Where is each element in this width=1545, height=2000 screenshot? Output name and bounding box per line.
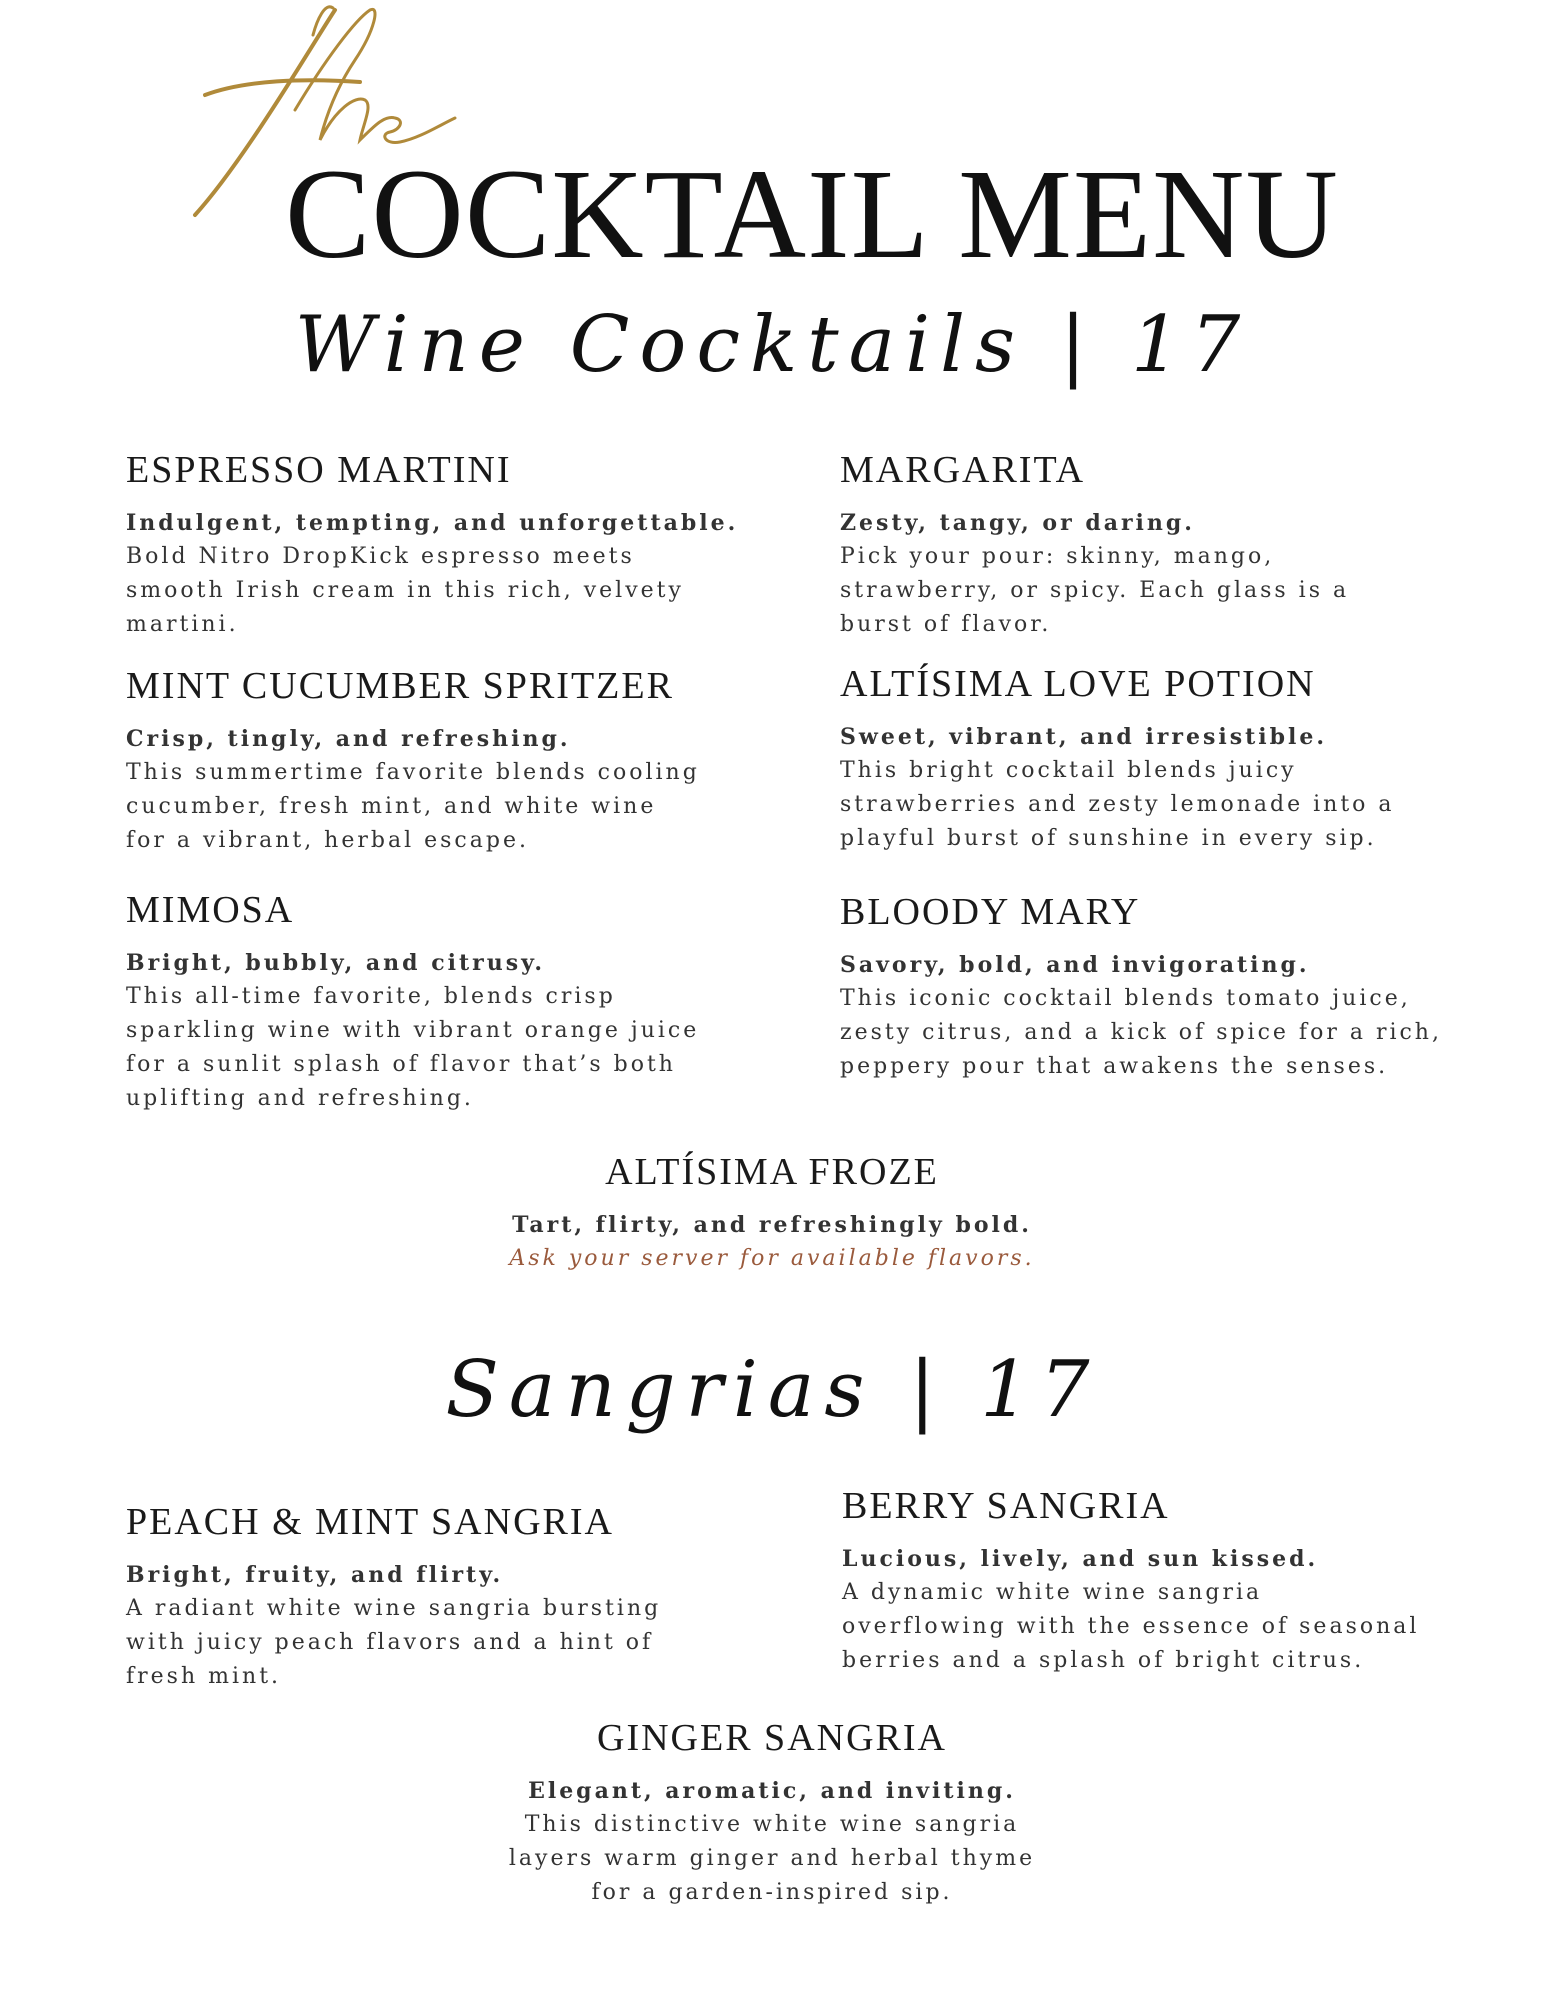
item-tagline: Zesty, tangy, or daring. <box>840 510 1195 536</box>
menu-item-berry-sangria <box>842 1484 1482 1678</box>
item-description: Bold Nitro DropKick espresso meets smooth Irish cream in this rich, velvety martini. <box>126 544 684 637</box>
menu-item-altisima-froze <box>272 1150 1272 1276</box>
item-tagline: Lucious, lively, and sun kissed. <box>842 1546 1319 1572</box>
menu-item-bloody-mary <box>840 890 1480 1084</box>
item-tagline: Elegant, aromatic, and inviting. <box>528 1778 1016 1804</box>
section-heading-wine: Wine Cocktails | 17 <box>294 300 1251 390</box>
item-description: A radiant white wine sangria bursting with juicy peach flavors and a hint of fresh mint. <box>126 1596 662 1689</box>
item-name: ESPRESSO MARTINI <box>126 449 512 491</box>
item-name: BERRY SANGRIA <box>842 1485 1170 1527</box>
item-name: ALTÍSIMA FROZE <box>605 1151 939 1193</box>
page-title: COCKTAIL MENU <box>285 143 1339 285</box>
item-tagline: Savory, bold, and invigorating. <box>840 952 1310 978</box>
item-name: GINGER SANGRIA <box>597 1717 947 1759</box>
item-tagline: Crisp, tingly, and refreshing. <box>126 726 571 752</box>
menu-item-ginger-sangria <box>272 1716 1272 1910</box>
menu-item-mimosa <box>126 888 766 1116</box>
item-description: This all-time favorite, blends crisp sparkling wine with vibrant orange juice for a sunlit splash of flavor that’s both uplifting and refreshing. <box>126 984 700 1111</box>
item-description: This bright cocktail blends juicy strawberries and zesty lemonade into a playful burst of sunshine in every sip. <box>840 758 1395 851</box>
item-description: A dynamic white wine sangria overflowing with the essence of seasonal berries and a splash of bright citrus. <box>842 1580 1420 1673</box>
menu-item-altisima-love-potion <box>840 662 1480 856</box>
section-heading-sangrias: Sangrias | 17 <box>445 1345 1100 1435</box>
menu-item-peach-mint-sangria <box>126 1500 766 1694</box>
item-description: This distinctive white wine sangria layers warm ginger and herbal thyme for a garden-inspired sip. <box>508 1812 1036 1905</box>
item-name: MARGARITA <box>840 449 1086 491</box>
menu-item-mint-cucumber-spritzer <box>126 664 766 858</box>
item-description: This summertime favorite blends cooling cucumber, fresh mint, and white wine for a vibrant, herbal escape. <box>126 760 700 853</box>
item-tagline: Tart, flirty, and refreshingly bold. <box>512 1212 1032 1238</box>
item-name: MIMOSA <box>126 889 295 931</box>
item-tagline: Indulgent, tempting, and unforgettable. <box>126 510 739 536</box>
item-description: This iconic cocktail blends tomato juice, zesty citrus, and a kick of spice for a rich, peppery pour that awakens the senses. <box>840 986 1442 1079</box>
item-name: MINT CUCUMBER SPRITZER <box>126 665 674 707</box>
item-description: Pick your pour: skinny, mango, strawberry, or spicy. Each glass is a burst of flavor. <box>840 544 1350 637</box>
item-tagline: Bright, fruity, and flirty. <box>126 1562 504 1588</box>
item-name: PEACH & MINT SANGRIA <box>126 1501 614 1543</box>
item-name: BLOODY MARY <box>840 891 1141 933</box>
menu-item-margarita <box>840 448 1480 642</box>
item-tagline: Bright, bubbly, and citrusy. <box>126 950 545 976</box>
item-tagline: Sweet, vibrant, and irresistible. <box>840 724 1328 750</box>
menu-item-espresso-martini <box>126 448 766 642</box>
item-name: ALTÍSIMA LOVE POTION <box>840 663 1316 705</box>
item-note: Ask your server for available flavors. <box>509 1246 1035 1271</box>
